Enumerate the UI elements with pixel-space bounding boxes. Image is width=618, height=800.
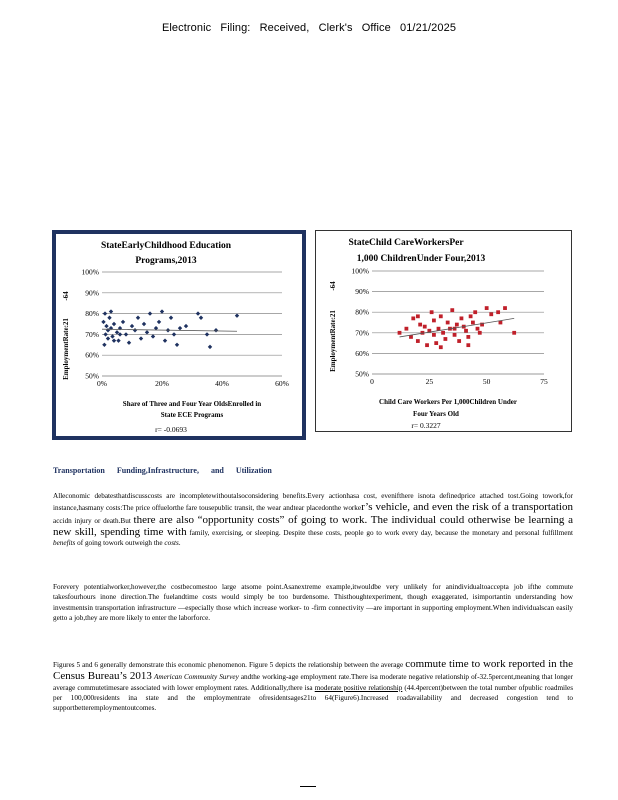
chart-title-line2: 1,000 ChildrenUnder Four,2013 (356, 254, 486, 264)
data-point (471, 321, 475, 325)
paragraph-1 (53, 491, 573, 548)
y-tick-label: 90% (355, 287, 369, 297)
data-point (457, 339, 461, 343)
data-point (235, 313, 239, 317)
x-tick-label: 60% (275, 379, 289, 388)
data-point (460, 316, 464, 320)
data-point (503, 306, 507, 310)
y-tick-label: 60% (355, 348, 369, 358)
y-tick-label: 70% (85, 329, 99, 339)
x-tick-label: 50 (482, 377, 491, 386)
data-point (469, 314, 473, 318)
data-point (418, 323, 422, 327)
data-point (464, 329, 468, 333)
y-axis-label: EmploymentRate:21 (329, 310, 337, 372)
data-point (110, 334, 114, 338)
data-point (103, 311, 107, 315)
p3-overlay-text: commute time to work reported in the Census Bureau’s 2013 (53, 658, 573, 683)
data-point (184, 324, 188, 328)
y-axis-label: EmploymentRate:21 (62, 318, 70, 380)
y-tick-label: 50% (355, 369, 369, 379)
data-point (172, 332, 176, 336)
data-point (127, 341, 131, 345)
x-tick-label: 0 (370, 377, 374, 386)
data-point (416, 339, 420, 343)
data-point (423, 325, 427, 329)
y-tick-label: 90% (85, 288, 99, 298)
data-point (405, 327, 409, 331)
data-point (478, 331, 482, 335)
data-point (160, 309, 164, 313)
p3-text-c: (44.4percent)between the total number ofpublic roadmiles per 100,000residents ina state and the employmentrate ofresidentsages21to 64(Figure6).Increased roadavailability and decreased congestion tend to supportbetteremploymentoutcomes. (53, 683, 574, 713)
chart-title-line1: StateEarlyChildhood Education (100, 241, 232, 251)
data-point (214, 328, 218, 332)
paragraph-2 (53, 582, 573, 623)
x-tick-label: 40% (215, 379, 229, 388)
data-point (139, 336, 143, 340)
x-axis-label-line2: State ECE Programs (160, 411, 224, 419)
data-point (112, 322, 116, 326)
data-point (425, 343, 429, 347)
p1-text-c: family, exercising, or sleeping. Despite these costs, people go to work every day, because the monetary and personal fulfillment (189, 528, 573, 537)
data-point (107, 316, 111, 320)
trend-line (400, 318, 515, 337)
correlation-label: r= 0.3227 (411, 421, 441, 430)
data-point (145, 330, 149, 334)
data-point (163, 338, 167, 342)
p1-overlay-text-2: there are also “opportunity costs” of going to work. The individual could otherwise be learning a new skill, spending time with (53, 513, 573, 538)
data-point (103, 332, 107, 336)
figure-child-care-workers (315, 230, 572, 432)
plot-area (82, 268, 289, 389)
y-tick-label: 80% (85, 309, 99, 319)
data-point (432, 319, 436, 323)
scatter-chart-child-care (316, 231, 571, 431)
x-axis-label-line1: Child Care Workers Per 1,000Children Under (379, 398, 517, 406)
p3-text-a: Figures 5 and 6 generally demonstrate this economic phenomenon. Figure 5 depicts the relationship between the average (53, 661, 404, 669)
x-tick-label: 0% (97, 379, 107, 388)
data-point (142, 322, 146, 326)
data-point (476, 327, 480, 331)
data-point (130, 324, 134, 328)
data-point (430, 310, 434, 314)
p1-text-b: accidn injury or death.But (53, 516, 131, 525)
data-point (466, 343, 470, 347)
x-axis-label-line2: Four Years Old (413, 410, 459, 418)
data-point (446, 321, 450, 325)
data-point (124, 332, 128, 336)
data-point (104, 324, 108, 328)
data-point (496, 310, 500, 314)
x-tick-label: 20% (155, 379, 169, 388)
data-point (116, 338, 120, 342)
p1-italic-benefits: benefits (53, 539, 76, 548)
paragraph-3 (53, 658, 573, 713)
data-point (112, 338, 116, 342)
data-point (398, 331, 402, 335)
scatter-chart-ece (56, 234, 302, 436)
chart-title-line2: Programs,2013 (135, 256, 197, 266)
data-point (133, 328, 137, 332)
p1-overlay-text: r’s vehicle, and even the risk of a transportation (361, 501, 573, 514)
data-point (205, 332, 209, 336)
x-tick-label: 25 (425, 377, 434, 386)
y-tick-label: 70% (355, 328, 369, 338)
data-point (489, 312, 493, 316)
figure-ece-programs (52, 230, 306, 440)
data-point (109, 309, 113, 313)
y-tick-label: 100% (351, 266, 369, 276)
data-point (175, 343, 179, 347)
data-point (148, 311, 152, 315)
data-point (208, 345, 212, 349)
p1-italic-costs: costs (164, 539, 179, 548)
p1-text-d: of going towork outweigh the (77, 539, 163, 548)
data-point (439, 314, 443, 318)
data-point (151, 334, 155, 338)
data-point (441, 331, 445, 335)
data-point (157, 320, 161, 324)
p3-italic-survey: American Community Survey (154, 673, 239, 682)
y-axis-label-part: -64 (62, 291, 70, 301)
data-point (178, 326, 182, 330)
data-point (443, 337, 447, 341)
data-point (101, 320, 105, 324)
data-point (199, 316, 203, 320)
x-axis-label-line1: Share of Three and Four Year OldsEnrolled in (122, 400, 262, 408)
data-point (455, 323, 459, 327)
p3-text-b: andthe working-age employment rate.There isa moderate negative relationship of-32.5percent,meaning that longer average commutetimesare associated with lower employment rates. Additionally,there isa (53, 673, 574, 692)
filing-stamp: Electronic Filing: Received, Clerk's Office 01/21/2025 (161, 22, 457, 34)
y-tick-label: 50% (85, 371, 99, 381)
section-heading: Transportation Funding,Infrastructure, and Utilization (53, 466, 272, 475)
data-point (102, 343, 106, 347)
y-tick-label: 100% (81, 267, 99, 277)
x-tick-label: 75 (540, 377, 548, 386)
data-point (416, 314, 420, 318)
data-point (453, 327, 457, 331)
p2-text: Forevery potentialworker,however,the costbecomestoo large atsome point.Asanextreme example,itwouldbe very unlikely for anindividualtoaccepta job ifthe commute takesfourhours inone direction.The fuelandtime costs would simply be too burdensome. Thisthoughtexperiment, though exaggerated, isimportantin understanding how investmentsin transportation infrastructure ―especially those which increase worker- to -firm connectivity ―are important in supporting employment.When individualscan easily getto a job,they are more likely to enter the laborforce. (53, 583, 573, 622)
y-tick-label: 60% (85, 350, 99, 360)
data-point (136, 316, 140, 320)
correlation-label: r= -0.0693 (155, 425, 187, 434)
page-footer-dash (300, 786, 316, 787)
data-point (434, 341, 438, 345)
data-point (411, 316, 415, 320)
data-point (485, 306, 489, 310)
data-point (169, 316, 173, 320)
data-point (512, 331, 516, 335)
data-point (432, 333, 436, 337)
data-point (450, 308, 454, 312)
data-point (121, 320, 125, 324)
data-point (473, 310, 477, 314)
p3-underlined: moderate positive relationship (314, 683, 403, 692)
data-point (466, 335, 470, 339)
plot-area (352, 267, 549, 387)
p1-text-e: . (178, 539, 181, 548)
data-point (106, 336, 110, 340)
data-point (453, 333, 457, 337)
data-point (196, 311, 200, 315)
y-axis-label-part: -64 (329, 281, 337, 291)
chart-title-line1: StateChild CareWorkersPer (348, 238, 464, 248)
data-point (439, 345, 443, 349)
y-tick-label: 80% (355, 307, 369, 317)
p1-text-a: Alleconomic debatesthatdiscusscosts are incompletewithoutalsoconsidering benefits.Every actionhasa cost, evenifthere isnota definedprice attached tost.Going towork,for instance,hasmany costs:The price offuelorthe fare tousepublic transit, the wear andtear placedonthe worke (53, 492, 573, 513)
